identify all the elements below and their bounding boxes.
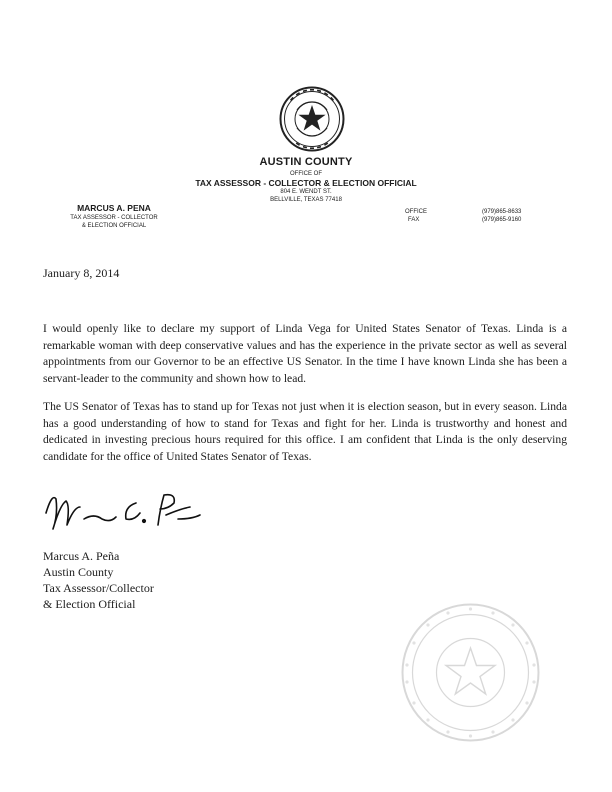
signer-title: Tax Assessor/Collector [43, 581, 154, 595]
address-city: BELLVILLE, TEXAS 77418 [270, 197, 342, 203]
signer-county: Austin County [43, 565, 114, 579]
official-title-line1: TAX ASSESSOR - COLLECTOR [70, 215, 158, 221]
fax-label: FAX [408, 217, 420, 223]
department-title: TAX ASSESSOR - COLLECTOR & ELECTION OFFICIAL [195, 178, 417, 188]
signer-name: Marcus A. Peña [43, 549, 120, 563]
office-phone-label: OFFICE [405, 209, 427, 215]
county-name: AUSTIN COUNTY [259, 156, 353, 168]
fax-number: (979)865-9160 [482, 217, 522, 223]
body-paragraph-1: I would openly like to declare my support of Linda Vega for United States Senator of Texas. Linda is a remarkable woman with deep conservative values and has the experience in the private sector as well as several appointments from our Governor to be an effective US Senator. In the time I have known Linda she has been a servant-leader to the community and shown how to lead. [43, 322, 567, 385]
office-phone-number: (979)865-8633 [482, 209, 522, 215]
office-of-label: OFFICE OF [290, 171, 322, 177]
official-name: MARCUS A. PENA [77, 203, 151, 213]
address-street: 804 E. WENDT ST. [280, 189, 332, 195]
official-title-line2: & ELECTION OFFICIAL [81, 223, 147, 229]
body-paragraph-2: The US Senator of Texas has to stand up for Texas not just when it is election season, but in every season. Linda has a good understanding of how to stand for Texas and fight for her. Linda is trustworthy and honest and dedicated in investing precious hours required for this office. I am confident that Linda is the only deserving candidate for the office of United States Senator of Texas. [43, 400, 567, 463]
embossed-seal-stamp [398, 600, 543, 745]
signer-title-2: & Election Official [43, 597, 136, 611]
handwritten-signature [40, 485, 210, 535]
letter-date: January 8, 2014 [43, 266, 120, 280]
county-seal-logo [279, 86, 345, 152]
